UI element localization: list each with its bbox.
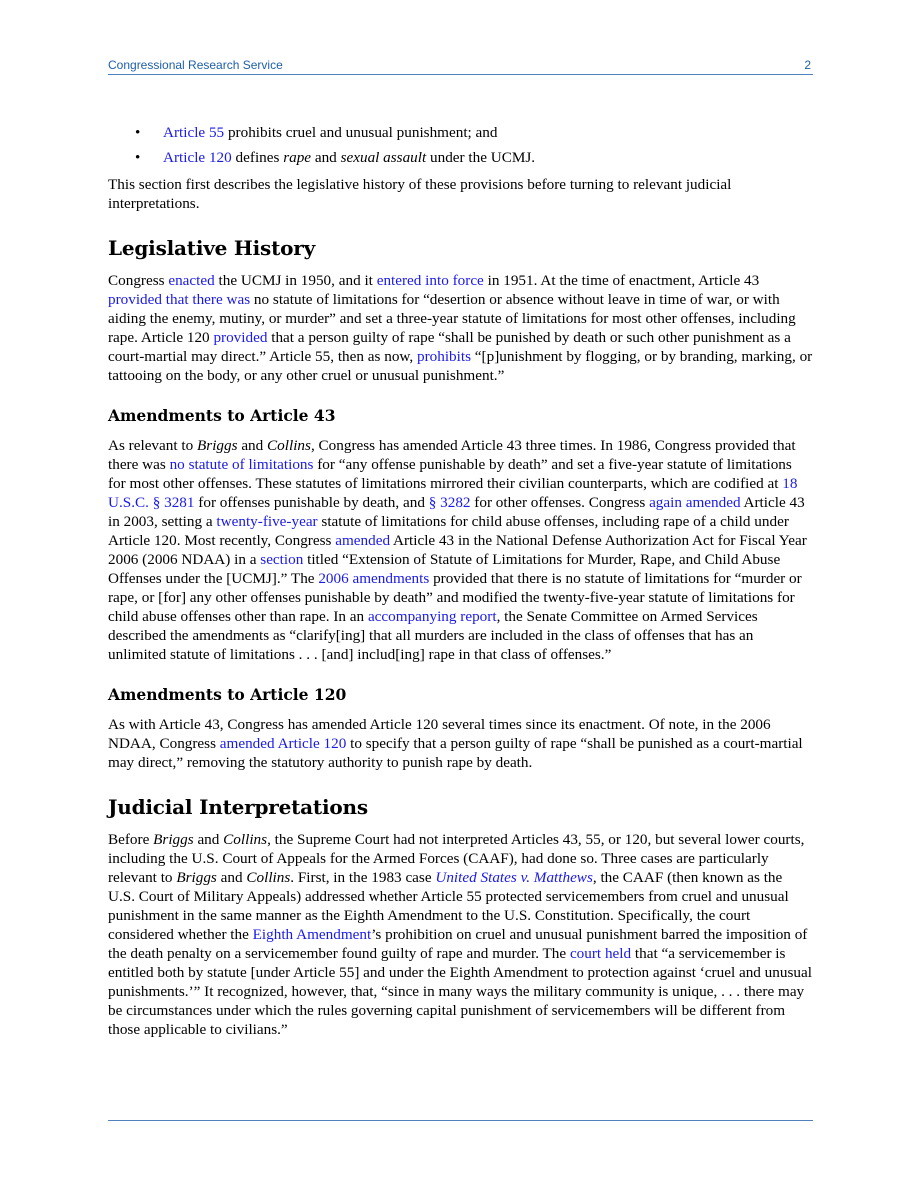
link-united-states-v-matthews[interactable]: United States v. Matthews xyxy=(435,869,593,886)
link-no-statute-of-limitations[interactable]: no statute of limitations xyxy=(169,456,314,473)
list-item: • Article 120 defines rape and sexual assault under the UCMJ. xyxy=(135,149,536,166)
bullet-list xyxy=(108,123,813,167)
link-section[interactable]: section xyxy=(260,551,304,568)
heading-amendments-article-43: Amendments to Article 43 xyxy=(108,406,336,425)
link-accompanying-report[interactable]: accompanying report xyxy=(367,608,497,625)
link-18-usc-3281[interactable]: 18 U.S.C. § 3281 xyxy=(108,475,798,511)
link-twenty-five-year[interactable]: twenty-five-year xyxy=(216,513,318,530)
link-court-held[interactable]: court held xyxy=(569,945,632,962)
heading-amendments-article-120: Amendments to Article 120 xyxy=(108,685,347,704)
document-body xyxy=(108,123,813,1039)
link-3282[interactable]: § 3282 xyxy=(428,494,471,511)
bullet-icon: • xyxy=(135,124,141,141)
paragraph-legislative-history: Congress enacted the UCMJ in 1950, and it entered into force in 1951. At the time of enactment, Article 43 provided that there was no statute of limitations for “desertion or absence without leave in time of war, or with aiding the enemy, mutiny, or murder” and set a three-year statute of limitations for most other offenses, including rape. Article 120 provided that a person guilty of rape “shall be punished by death or such other punishment as a court-martial may direct.” Article 55, then as now, prohibits “[p]unishment by flogging, or by branding, marking, or tattooing on the body, or any other cruel or unusual punishment.” xyxy=(108,272,813,384)
page-header xyxy=(108,58,813,75)
bullet-icon: • xyxy=(135,149,141,166)
link-prohibits[interactable]: prohibits xyxy=(416,348,471,365)
heading-judicial-interpretations: Judicial Interpretations xyxy=(108,795,368,819)
link-amended[interactable]: amended xyxy=(335,532,391,549)
link-enacted[interactable]: enacted xyxy=(168,272,215,289)
footer-divider xyxy=(108,1120,813,1121)
page-number: 2 xyxy=(804,58,811,72)
paragraph-amendments-article-43: As relevant to Briggs and Collins, Congress has amended Article 43 three times. In 1986, Congress provided that there was no statute of limitations for “any offense punishable by death” and set a five-year statute of limitations for most other offenses. These statutes of limitations mirrored their civilian counterparts, which are codified at 18 U.S.C. § 3281 for offenses punishable by death, and § 3282 for other offenses. Congress again amended Article 43 in 2003, setting a twenty-five-year statute of limitations for child abuse offenses, including rape of a child under Article 120. Most recently, Congress amended Article 43 in the National Defense Authorization Act for Fiscal Year 2006 (2006 NDAA) in a section titled “Extension of Statute of Limitations for Murder, Rape, and Child Abuse Offenses under the [UCMJ].” The 2006 amendments provided that there is no statute of limitations for “murder or rape, or [for] any other offenses punishable by death” and modified the twenty-five-year statute of limitations for child abuse offenses other than rape. In an accompanying report, the Senate Committee on Armed Services described the amendments as “clarify[ing] that all murders are included in the class of offenses that has an unlimited statute of limitations . . . [and] includ[ing] rape in that class of offenses.” xyxy=(108,437,807,663)
intro-paragraph: This section first describes the legislative history of these provisions before turning to relevant judicial interpretations. xyxy=(108,176,732,212)
link-article-120[interactable]: Article 120 xyxy=(163,149,232,166)
paragraph-amendments-article-120: As with Article 43, Congress has amended Article 120 several times since its enactment. Of note, in the 2006 NDAA, Congress amended Article 120 to specify that a person guilty of rape “shall be punished as a court-martial may direct,” removing the statutory authority to punish rape by death. xyxy=(108,716,803,771)
header-org-name: Congressional Research Service xyxy=(108,58,283,72)
link-provided-that-there-was[interactable]: provided that there was xyxy=(108,291,251,308)
link-2006-amendments[interactable]: 2006 amendments xyxy=(318,570,430,587)
link-article-55[interactable]: Article 55 xyxy=(163,124,225,141)
heading-legislative-history: Legislative History xyxy=(108,236,316,260)
link-amended-article-120[interactable]: amended Article 120 xyxy=(219,735,347,752)
link-eighth-amendment[interactable]: Eighth Amendment xyxy=(252,926,372,943)
link-entered-into-force[interactable]: entered into force xyxy=(376,272,484,289)
link-provided[interactable]: provided xyxy=(213,329,268,346)
paragraph-judicial-interpretations: Before Briggs and Collins, the Supreme Court had not interpreted Articles 43, 55, or 120, but several lower courts, including the U.S. Court of Appeals for the Armed Forces (CAAF), had done so. Three cases are particularly relevant to Briggs and Collins. First, in the 1983 case United States v. Matthews, the CAAF (then known as the U.S. Court of Military Appeals) addressed whether Article 55 protected servicemembers from cruel and unusual punishment in the same manner as the Eighth Amendment to the U.S. Constitution. Specifically, the court considered whether the Eighth Amendment’s prohibition on cruel and unusual punishment barred the imposition of the death penalty on a servicemember found guilty of rape and murder. The court held that “a servicemember is entitled both by statute [under Article 55] and under the Eighth Amendment to protection against ‘cruel and unusual punishments.’” It recognized, however, that, “since in many ways the military community is unique, . . . there may be circumstances under which the rules governing capital punishment of servicemembers will be different from those applicable to civilians.” xyxy=(108,831,812,1038)
link-again-amended[interactable]: again amended xyxy=(649,494,741,511)
list-item: • Article 55 prohibits cruel and unusual punishment; and xyxy=(135,124,498,141)
